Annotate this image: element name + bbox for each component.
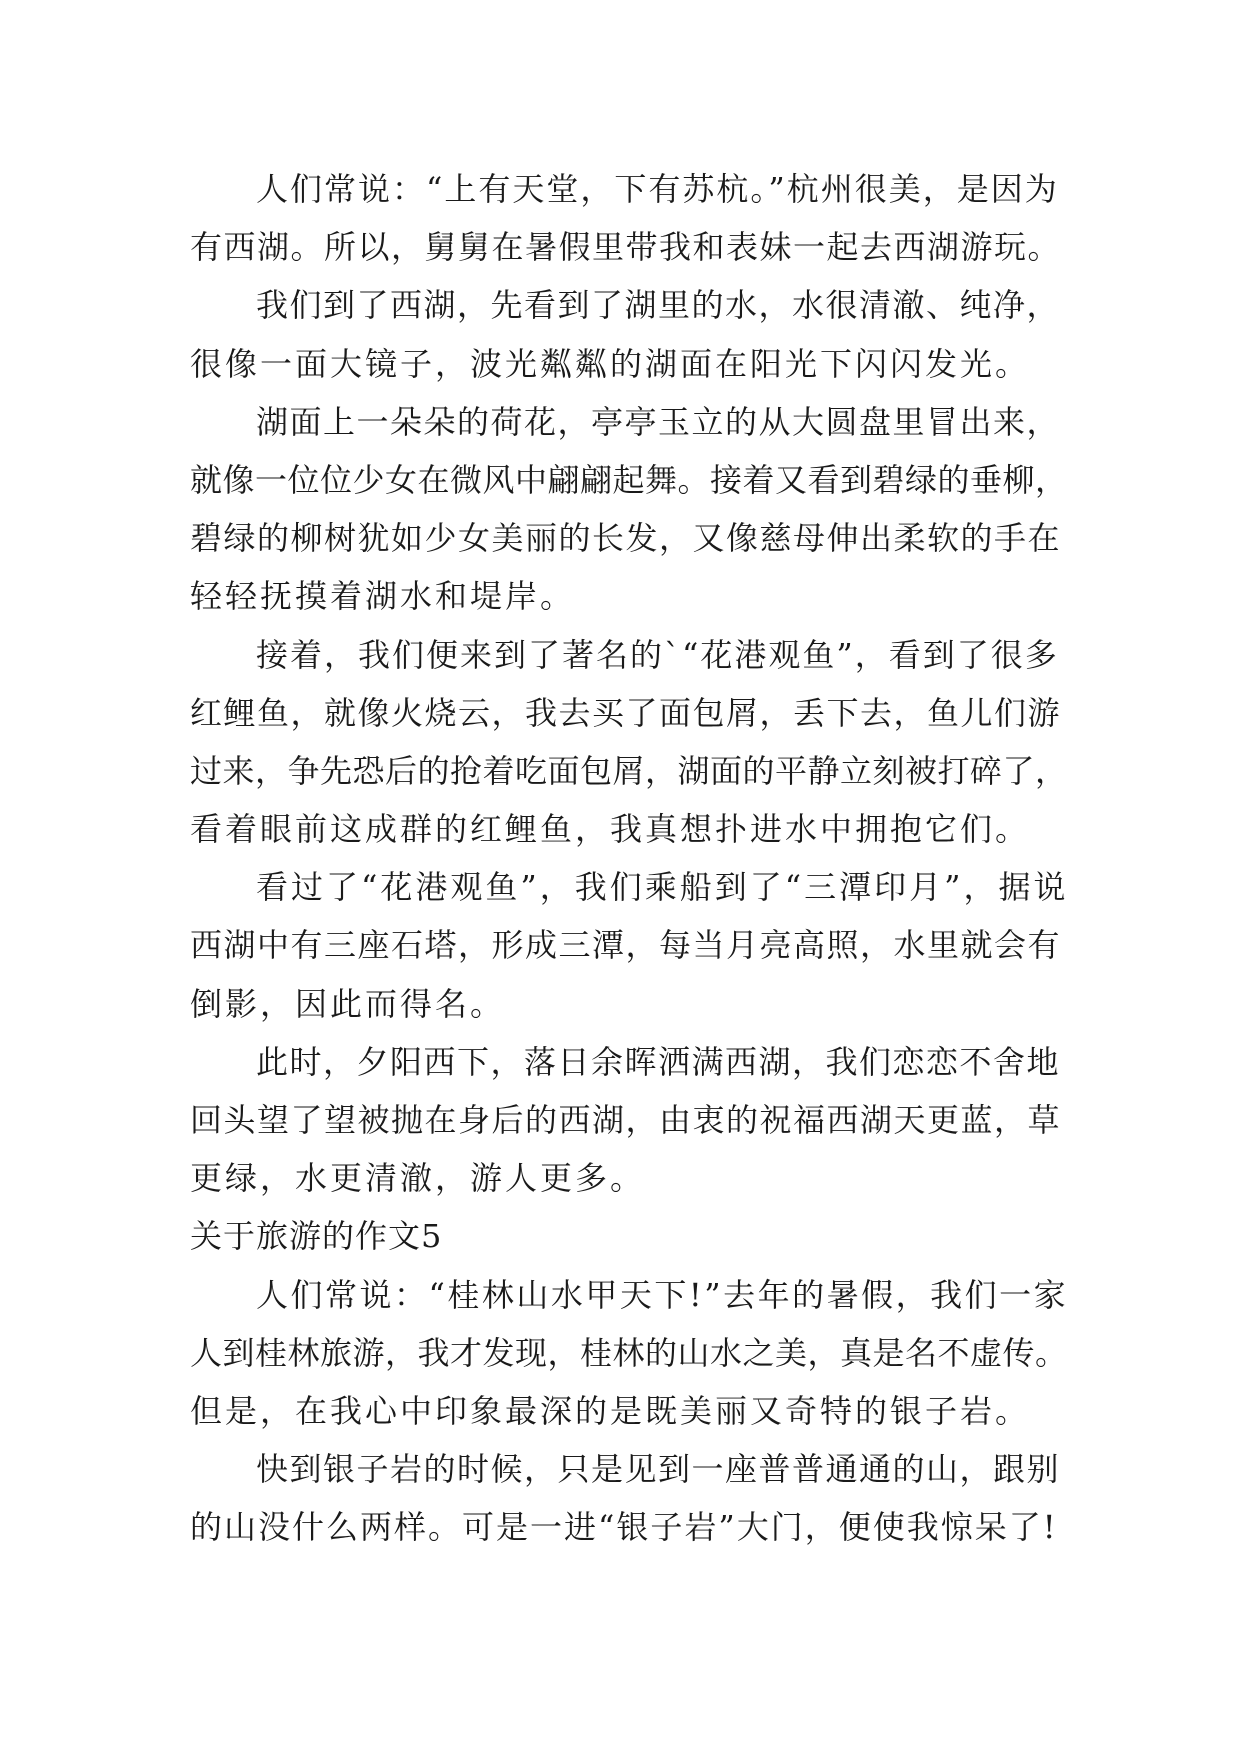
text-line: 人们常说：“上有天堂，下有苏杭。”杭州很美，是因为: [256, 170, 1059, 208]
text-line: 碧绿的柳树犹如少女美丽的长发，又像慈母伸出柔软的手在: [190, 519, 1062, 558]
text-line: 回头望了望被抛在身后的西湖，由衷的祝福西湖天更蓝，草: [190, 1101, 1062, 1139]
text-line: 快到银子岩的时候，只是见到一座普普通通的山，跟别: [256, 1450, 1061, 1489]
text-line: 的山没什么两样。可是一进“银子岩”大门，便使我惊呆了!: [190, 1508, 1058, 1547]
text-line: 有西湖。所以，舅舅在暑假里带我和表妹一起去西湖游玩。: [190, 228, 1062, 267]
text-line: 看着眼前这成群的红鲤鱼，我真想扑进水中拥抱它们。: [190, 810, 1031, 849]
text-line: 此时，夕阳西下，落日余晖洒满西湖，我们恋恋不舍地: [256, 1042, 1061, 1081]
text-line: 更绿，水更清澈，游人更多。: [190, 1159, 646, 1198]
text-line: 但是，在我心中印象最深的是既美丽又奇特的银子岩。: [190, 1391, 1031, 1430]
text-line: 人到桂林旅游，我才发现，桂林的山水之美，真是名不虚传。: [190, 1333, 1068, 1372]
text-line: 西湖中有三座石塔，形成三潭，每当月亮高照，水里就会有: [190, 926, 1062, 965]
text-line: 很像一面大镜子，波光粼粼的湖面在阳光下闪闪发光。: [190, 344, 1031, 383]
text-line: 人们常说：“桂林山水甲天下!”去年的暑假，我们一家: [256, 1275, 1069, 1314]
text-line: 我们到了西湖，先看到了湖里的水，水很清澈、纯净，: [256, 286, 1061, 325]
essay-text: [190, 160, 1070, 1557]
text-line: 就像一位位少女在微风中翩翩起舞。接着又看到碧绿的垂柳，: [190, 460, 1068, 499]
text-line: 轻轻抚摸着湖水和堤岸。: [190, 577, 576, 616]
text-line: 过来，争先恐后的抢着吃面包屑，湖面的平静立刻被打碎了，: [190, 751, 1068, 790]
text-line: 看过了“花港观鱼”，我们乘船到了“三潭印月”，据说: [256, 868, 1069, 907]
section-heading: 关于旅游的作文5: [190, 1217, 443, 1256]
text-line: 红鲤鱼，就像火烧云，我去买了面包屑，丢下去，鱼儿们游: [190, 693, 1062, 732]
text-line: 接着，我们便来到了著名的`“花港观鱼”，看到了很多: [256, 635, 1059, 674]
text-line: 湖面上一朵朵的荷花，亭亭玉立的从大圆盘里冒出来，: [256, 402, 1061, 441]
text-line: 倒影，因此而得名。: [190, 984, 506, 1023]
